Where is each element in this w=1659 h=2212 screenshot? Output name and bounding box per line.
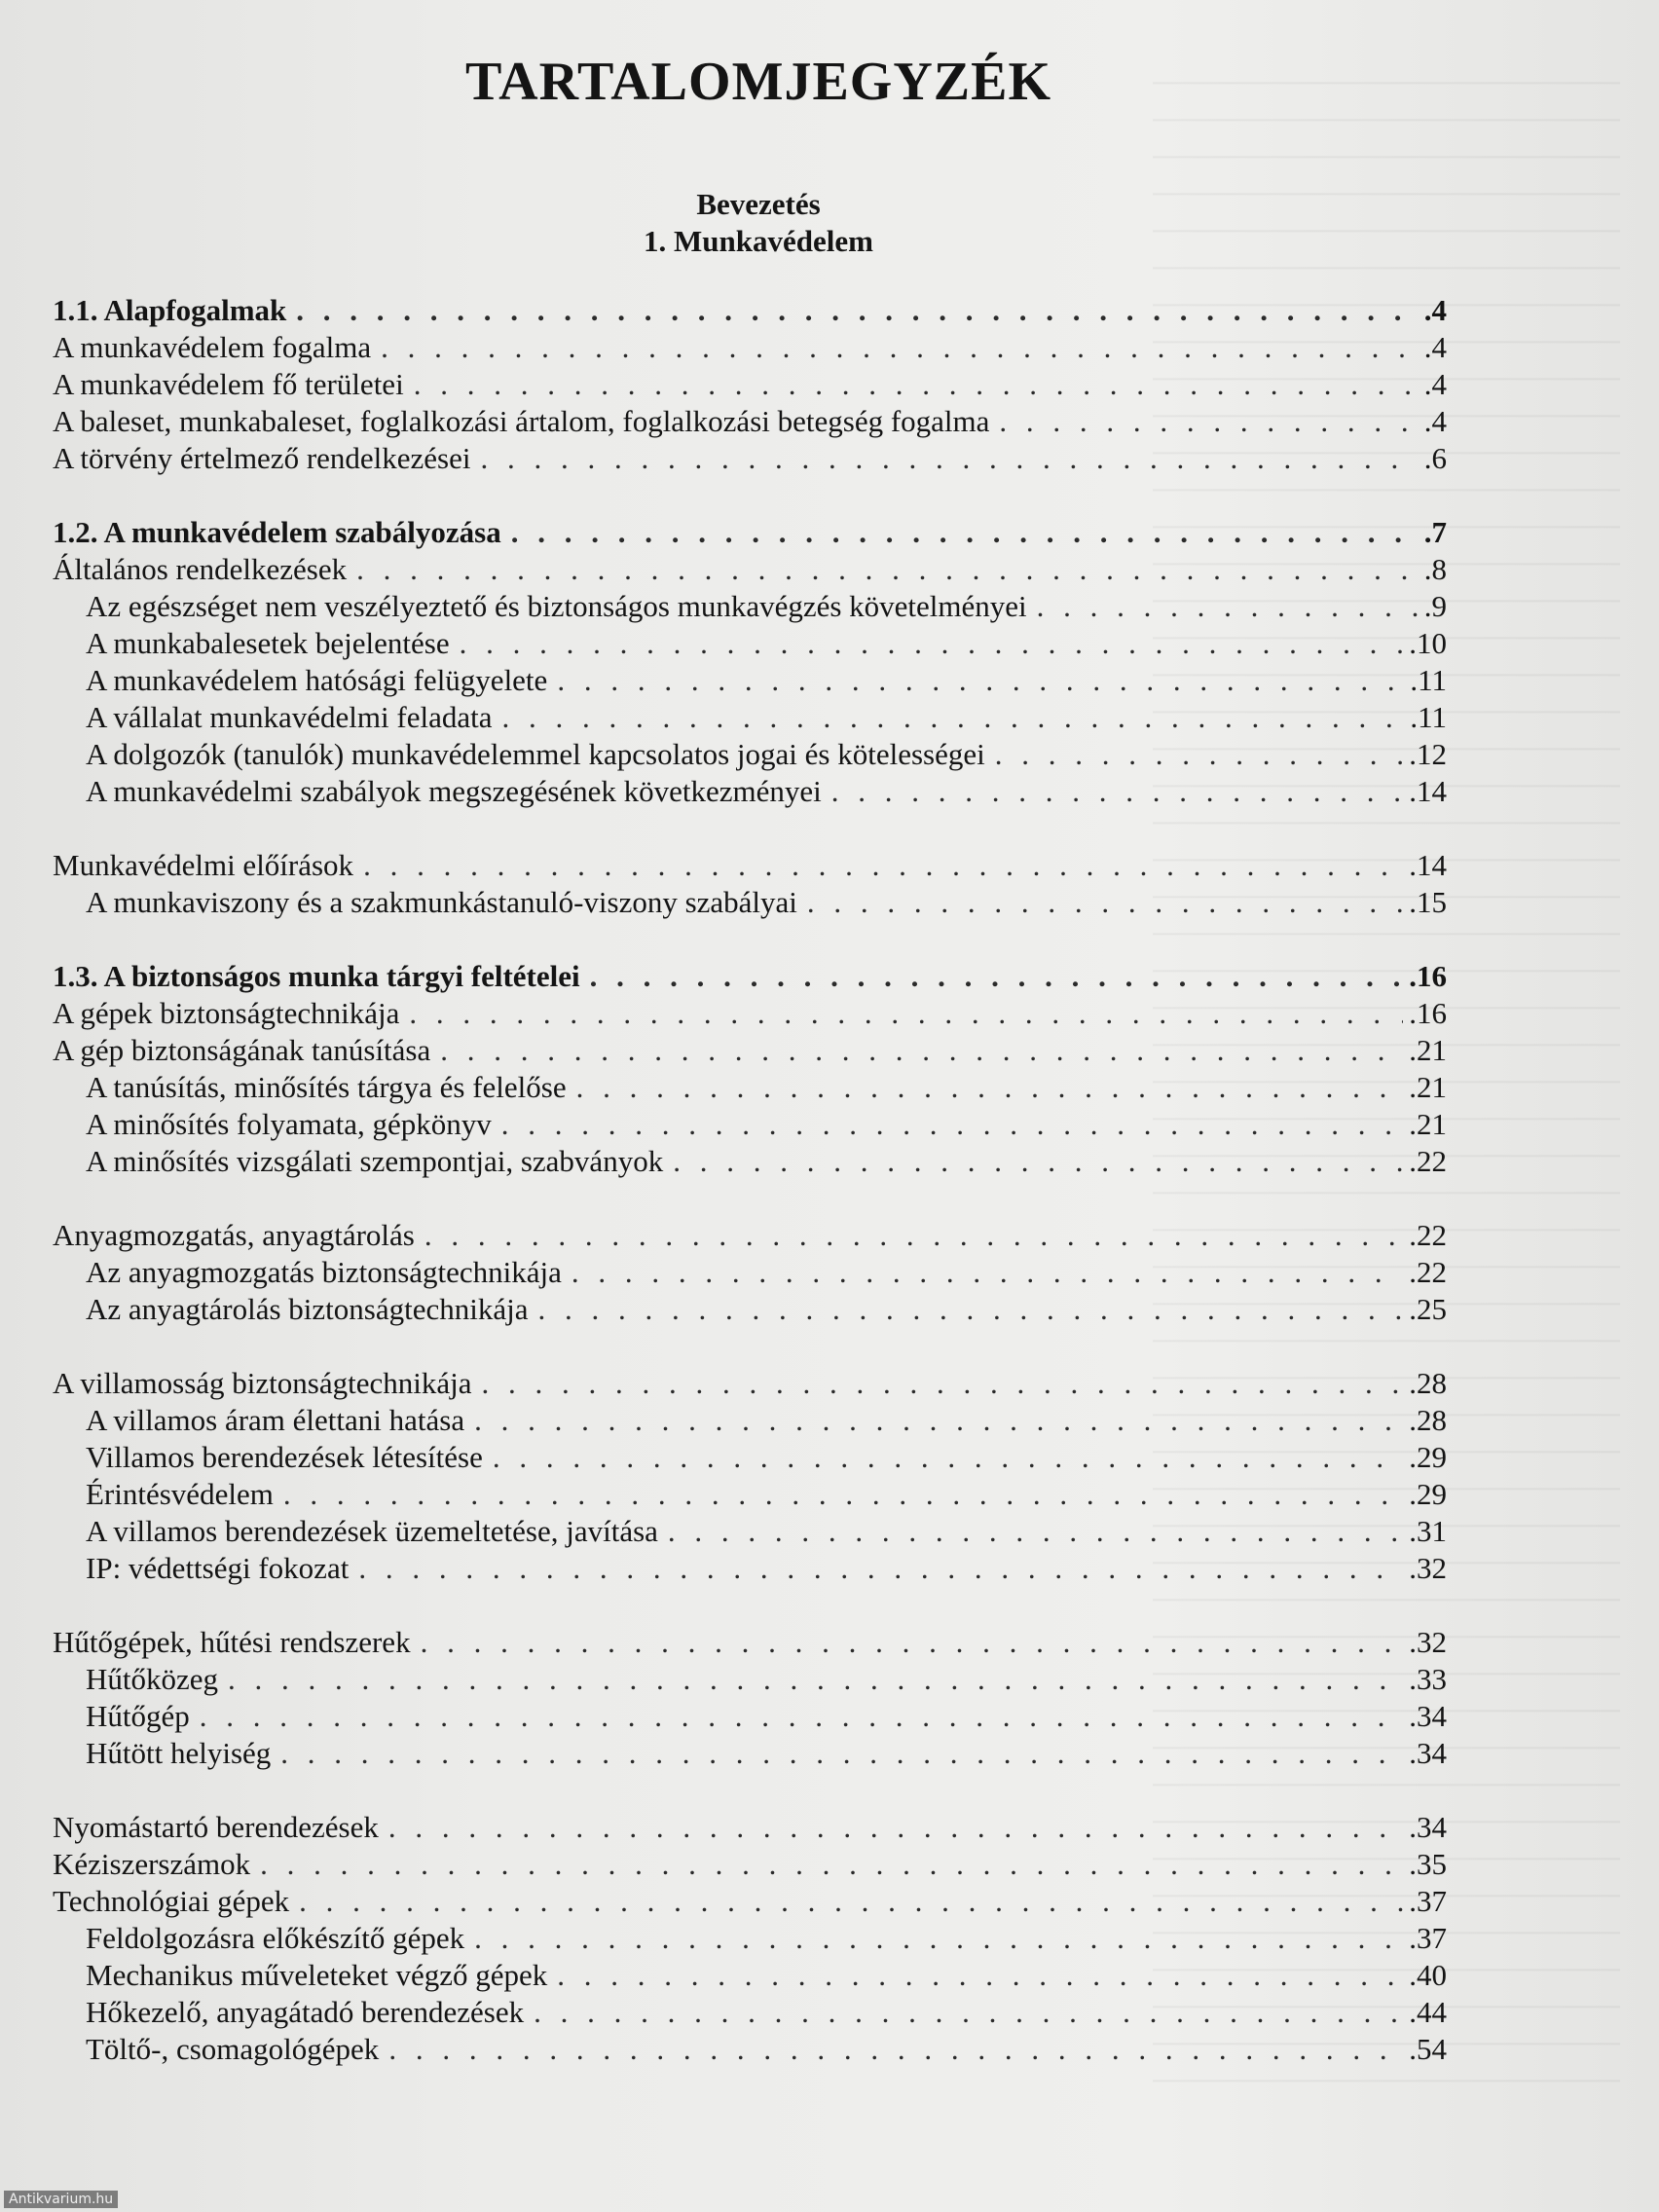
toc-entry-title: A munkaviszony és a szakmunkástanuló-viszony szabályai [86,885,797,919]
toc-entry [53,1143,1447,1180]
dot-leader [414,366,1419,403]
toc-entry [53,1550,1447,1587]
toc-entry [53,1106,1447,1143]
toc-entry-title: 1.3. A biztonságos munka tárgyi feltételei [53,959,580,993]
dot-leader [424,1217,1403,1254]
dot-leader [493,1439,1403,1476]
dot-leader [557,662,1404,699]
toc-entry [53,1994,1447,2031]
toc-entry-title: A törvény értelmező rendelkezései [53,441,471,475]
dot-leader [200,1698,1403,1735]
toc-entry [53,773,1447,810]
toc-entry [53,847,1447,884]
dot-leader [571,1254,1403,1291]
dot-leader [296,292,1418,329]
dot-leader [228,1661,1403,1698]
dot-leader [1037,588,1419,625]
toc-entry [53,1920,1447,1957]
toc-entry-title: A gép biztonságának tanúsítása [53,1033,431,1067]
toc-entry-page: .22 [1409,1218,1447,1252]
toc-entry [53,1698,1447,1735]
toc-entry-page: .11 [1410,700,1447,734]
dot-leader [440,1032,1403,1069]
toc-entry [53,958,1447,995]
toc-entry [53,2031,1447,2068]
toc-entry-title: Hűtőgépek, hűtési rendszerek [53,1625,411,1659]
toc-entry [53,1624,1447,1661]
dot-leader [356,551,1419,588]
toc-entry-title: Általános rendelkezések [53,552,348,586]
toc-entry-title: A munkavédelem fő területei [53,367,404,401]
toc-entry-page: .29 [1409,1440,1447,1474]
dot-leader [668,1513,1403,1550]
dot-leader [534,1994,1403,2031]
toc-entry-page: .12 [1409,737,1447,771]
toc-entry [53,403,1447,440]
toc-entry-title: Hűtött helyiség [86,1736,272,1770]
dot-leader [409,995,1403,1032]
toc-entry-page: .10 [1409,626,1447,660]
dot-leader [460,625,1404,662]
toc-entry [53,440,1447,477]
toc-entry-title: A munkavédelmi szabályok megszegésének következményei [86,774,822,808]
toc-entry-page: .21 [1409,1070,1447,1104]
dot-leader [807,884,1403,921]
toc-entry [53,551,1447,588]
toc-entry-title: A villamos áram élettani hatása [86,1403,465,1437]
watermark: Antikvarium.hu [4,2191,118,2208]
toc-entry-title: Érintésvédelem [86,1477,274,1511]
toc-entry-title: Az anyagtárolás biztonságtechnikája [86,1292,529,1326]
toc-entry [53,625,1447,662]
dot-leader [995,736,1404,773]
toc-entry-title: A munkavédelem fogalma [53,330,372,364]
toc-entry-page: .54 [1409,2032,1447,2066]
toc-entry-page: .44 [1409,1995,1447,2029]
toc-entry [53,588,1447,625]
toc-entry-page: .22 [1409,1255,1447,1289]
toc-entry-title: Hőkezelő, anyagátadó berendezések [86,1995,525,2029]
toc-entry-page: .14 [1409,774,1447,808]
toc-entry-title: A villamosság biztonságtechnikája [53,1366,472,1400]
toc-entry [53,1217,1447,1254]
toc-entry-title: 1.2. A munkavédelem szabályozása [53,515,501,549]
toc-entry [53,736,1447,773]
dot-leader [673,1143,1403,1180]
toc-entry-page: .31 [1409,1514,1447,1548]
toc-entry-title: Feldolgozásra előkészítő gépek [86,1921,465,1955]
toc-entry-page: .34 [1409,1736,1447,1770]
dot-leader [511,514,1419,551]
toc-entry [53,1809,1447,1846]
toc-entry-page: .22 [1409,1144,1447,1178]
dot-leader [381,329,1419,366]
dot-leader [299,1883,1403,1920]
toc-entry [53,329,1447,366]
toc-entry [53,1365,1447,1402]
toc-entry-title: A vállalat munkavédelmi feladata [86,700,493,734]
toc-entry-page: .25 [1409,1292,1447,1326]
table-of-contents [53,292,1447,2068]
toc-entry-page: .32 [1409,1551,1447,1585]
toc-entry-title: Technológiai gépek [53,1884,290,1918]
toc-entry [53,662,1447,699]
toc-entry [53,884,1447,921]
toc-entry-page: .11 [1410,663,1447,697]
toc-entry-page: .7 [1423,515,1447,549]
toc-entry-page: .21 [1409,1107,1447,1141]
toc-entry [53,514,1447,551]
toc-entry-page: .34 [1409,1699,1447,1733]
dot-leader [481,440,1419,477]
toc-entry-page: .6 [1423,441,1447,475]
toc-entry-title: A dolgozók (tanulók) munkavédelemmel kapcsolatos jogai és kötelességei [86,737,985,771]
toc-entry-title: Az anyagmozgatás biztonságtechnikája [86,1255,562,1289]
toc-entry-title: A munkabalesetek bejelentése [86,626,450,660]
toc-entry-title: A munkavédelem hatósági felügyelete [86,663,548,697]
toc-entry [53,1439,1447,1476]
chapter-heading: 1. Munkavédelem [644,224,873,258]
toc-entry [53,1661,1447,1698]
toc-entry-page: .14 [1409,848,1447,882]
dot-leader [831,773,1403,810]
toc-entry-page: .32 [1409,1625,1447,1659]
toc-entry-page: .4 [1423,330,1447,364]
toc-entry-title: A minősítés folyamata, gépkönyv [86,1107,492,1141]
intro-heading: Bevezetés [696,187,821,221]
toc-entry-title: A villamos berendezések üzemeltetése, javítása [86,1514,658,1548]
toc-entry-title: A gépek biztonságtechnikája [53,996,400,1030]
toc-entry-page: .37 [1409,1884,1447,1918]
dot-leader [388,1809,1403,1846]
dot-leader [557,1957,1403,1994]
toc-entry-title: A baleset, munkabaleset, foglalkozási ártalom, foglalkozási betegség fogalma [53,404,990,438]
toc-entry-title: Töltő-, csomagológépek [86,2032,380,2066]
dot-leader [474,1920,1403,1957]
toc-entry [53,1883,1447,1920]
toc-entry-title: Villamos berendezések létesítése [86,1440,483,1474]
toc-entry-title: Nyomástartó berendezések [53,1810,379,1844]
toc-entry-page: .35 [1409,1847,1447,1881]
toc-entry [53,366,1447,403]
toc-entry [53,1254,1447,1291]
toc-entry [53,1032,1447,1069]
dot-leader [283,1476,1403,1513]
toc-entry-page: .28 [1409,1403,1447,1437]
toc-entry-page: .33 [1409,1662,1447,1696]
dot-leader [999,403,1418,440]
toc-entry [53,1513,1447,1550]
toc-entry [53,1735,1447,1772]
toc-entry-title: Anyagmozgatás, anyagtárolás [53,1218,415,1252]
toc-entry-title: Munkavédelmi előírások [53,848,354,882]
toc-entry-page: .8 [1423,552,1447,586]
toc-entry-page: .34 [1409,1810,1447,1844]
dot-leader [537,1291,1403,1328]
dot-leader [501,1106,1404,1143]
toc-entry [53,1846,1447,1883]
toc-entry-page: .4 [1423,293,1447,327]
toc-entry-title: Hűtőközeg [86,1662,219,1696]
toc-entry-title: A tanúsítás, minősítés tárgya és felelőse [86,1070,567,1104]
dot-leader [280,1735,1403,1772]
toc-entry-page: .15 [1409,885,1447,919]
toc-entry [53,292,1447,329]
toc-entry-page: .4 [1423,404,1447,438]
toc-entry-title: Az egészséget nem veszélyeztető és biztonságos munkavégzés követelményei [86,589,1027,623]
toc-entry-page: .37 [1409,1921,1447,1955]
toc-entry-page: .9 [1423,589,1447,623]
toc-entry-title: IP: védettségi fokozat [86,1551,350,1585]
toc-entry [53,1957,1447,1994]
dot-leader [501,699,1404,736]
dot-leader [590,958,1404,995]
dot-leader [576,1069,1404,1106]
toc-entry-title: A minősítés vizsgálati szempontjai, szabványok [86,1144,664,1178]
toc-entry-title: Hűtőgép [86,1699,190,1733]
dot-leader [388,2031,1403,2068]
dot-leader [358,1550,1403,1587]
dot-leader [474,1402,1403,1439]
dot-leader [260,1846,1403,1883]
toc-entry-page: .21 [1409,1033,1447,1067]
dot-leader [481,1365,1403,1402]
toc-entry-page: .16 [1409,959,1447,993]
toc-entry [53,699,1447,736]
toc-entry-page: .40 [1409,1958,1447,1992]
toc-entry [53,1402,1447,1439]
toc-entry-title: Mechanikus műveleteket végző gépek [86,1958,548,1992]
page-title: TARTALOMJEGYZÉK [464,52,1052,112]
toc-entry [53,1291,1447,1328]
toc-entry [53,1069,1447,1106]
dot-leader [421,1624,1404,1661]
toc-entry-page: .29 [1409,1477,1447,1511]
toc-entry-page: .4 [1423,367,1447,401]
toc-entry-page: .16 [1409,996,1447,1030]
toc-entry [53,1476,1447,1513]
dot-leader [363,847,1403,884]
toc-entry-page: .28 [1409,1366,1447,1400]
toc-entry-title: 1.1. Alapfogalmak [53,293,287,327]
toc-entry [53,995,1447,1032]
toc-entry-title: Kéziszerszámok [53,1847,251,1881]
